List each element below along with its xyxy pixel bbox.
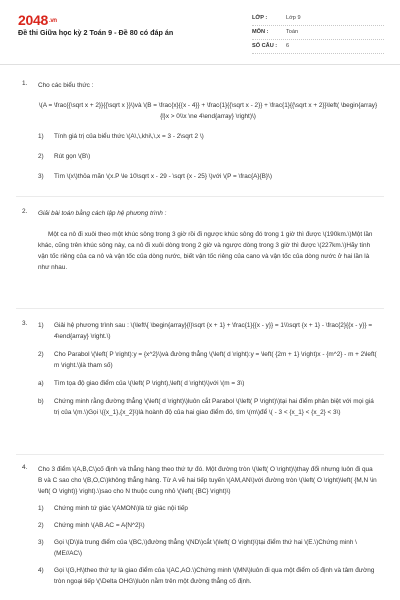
question-intro: Cho 3 điểm \(A,B,C\)cố định và thẳng hàng theo thứ tự đó. Một đường tròn \(\left( O \right)\)thay đổi nhưng luôn đi qua B và C sao cho \(B,O,C\)không thẳng hàng. Từ A vẽ hai tiếp tuyến \(AM,AN\)với đường tròn \(\left( O \right)\left( {M,N \in \left( O \right)} \right).\)sao cho N thuộc cung nhỏ \(\left( {BC} \right)\) (38, 466, 377, 495)
question-body (38, 320, 378, 418)
question-subpart (38, 378, 378, 389)
question-body (38, 80, 378, 182)
part-number: 2) (38, 351, 44, 358)
meta-label: SỐ CÂU : (252, 43, 278, 49)
question-part (38, 537, 378, 559)
part-text: Gọi \(G,H\)theo thứ tự là giao điểm của \(AC,AO.\)Chứng minh \(MN\)luôn đi qua một điểm cố định và tâm đường tròn ngoại tiếp \(\Delta OHG\)luôn nằm trên một đường thẳng cố định. (54, 567, 375, 585)
header-divider (0, 64, 400, 65)
part-text: Gọi \(D\)là trung điểm của \(BC,\)đường thẳng \(ND\)cắt \(\left( O \right)\)tại điểm thứ hai \(E.\)Chứng minh \(ME//AC\) (54, 539, 357, 557)
meta-label: LỚP : (252, 15, 268, 21)
part-number: 2) (38, 522, 44, 529)
meta-value: 6 (286, 43, 290, 49)
logo-suffix: .vn (48, 18, 57, 24)
part-number: 4) (38, 567, 44, 574)
section-divider (16, 308, 384, 309)
part-text: Giải hệ phương trình sau : \(\left\{ \begin{array}{l}\sqrt {x + 1} + \frac{1}{{x - y}} = 1\\\sqrt {x + 1} - \frac{2}{{x - y}} = 4\end{array} \right.\) (54, 322, 373, 340)
question-part (38, 503, 378, 514)
document-title: Đề thi Giữa học kỳ 2 Toán 9 - Đề 80 có đáp án (18, 28, 174, 37)
meta-row-subject (252, 26, 384, 40)
question-part (38, 565, 378, 587)
part-number: 1) (38, 322, 44, 329)
question-part (38, 320, 378, 342)
part-text: Chứng minh \(AB.AC = A{N^2}\) (54, 522, 145, 529)
part-text: Tính giá trị của biểu thức \(A\,\,khi\,\,x = 3 - 2\sqrt 2 \) (54, 133, 204, 140)
part-text: Rút gọn \(B\) (54, 153, 91, 160)
part-number: 3) (38, 173, 44, 180)
header (0, 0, 400, 72)
part-number: 1) (38, 505, 44, 512)
question-number: 2. (22, 208, 28, 215)
question-part (38, 151, 378, 162)
subpart-text: Tìm tọa độ giao điểm của \(\left( P \right),\left( d \right)\)với \(m = 3\) (54, 380, 245, 387)
meta-value: Toán (286, 29, 299, 35)
section-divider (16, 196, 384, 197)
section-divider (16, 454, 384, 455)
question-formula: \(A = \frac{{\sqrt x + 2}}{{\sqrt x }}\)và \(B = \frac{x}{{x - 4}} + \frac{1}{{\sqrt x - 2}} + \frac{1}{{\sqrt x + 2}}\left( \begin{array}{l}x > 0\\x \ne 4\end{array} \right)\) (38, 102, 378, 120)
question-part (38, 131, 378, 142)
meta-row-class (252, 12, 384, 26)
question-number: 1. (22, 80, 28, 87)
part-number: 1) (38, 133, 44, 140)
question-part (38, 349, 378, 371)
part-text: Tìm \(x\)thỏa mãn \(x.P \le 10\sqrt x - 29 - \sqrt {x - 25} \)với \(P = \frac{A}{B}\) (54, 173, 272, 180)
meta-label: MÔN : (252, 29, 269, 35)
question-body (38, 464, 378, 587)
question-paragraph: Một ca nô đi xuôi theo một khúc sông trong 3 giờ rồi đi ngược khúc sông đó trong 1 giờ thì được \(190km.\)Một lần khác, cũng trên khúc sông này, ca nô đi xuôi dòng trong 2 giờ và ngược dòng trong 3 giờ thì được \(227km.\)Hãy tính vận tốc riêng của ca nô và vận tốc của dòng nước, biết vận tốc riêng của cano và vận tốc của dòng nước ở hai lần là như nhau. (38, 231, 373, 271)
question-subpart (38, 396, 378, 418)
question-intro: Cho các biểu thức : (38, 82, 94, 89)
subpart-number: a) (38, 380, 44, 387)
part-text: Chứng minh tứ giác \(AMON\)là tứ giác nội tiếp (54, 505, 188, 512)
question-intro: Giải bài toán bằng cách lập hệ phương trình : (38, 210, 167, 217)
subpart-text: Chứng minh rằng đường thẳng \(\left( d \right)\)luôn cắt Parabol \(\left( P \right)\)tại hai điểm phân biệt với mọi giá trị của \(m.\)Gọi \({x_1},{x_2}\)là hoành độ của hai giao điểm đó, tìm \(m\)để \( - 3 < {x_1} < {x_2} < 3\) (54, 398, 374, 416)
site-logo[interactable] (18, 12, 57, 28)
question-body (38, 208, 378, 273)
subpart-number: b) (38, 398, 44, 405)
question-number: 3. (22, 320, 28, 327)
meta-row-count (252, 40, 384, 54)
logo-text: 2048 (18, 12, 48, 28)
meta-panel (252, 12, 384, 54)
question-number: 4. (22, 464, 28, 471)
question-part (38, 520, 378, 531)
meta-value: Lớp 9 (286, 15, 301, 21)
part-number: 3) (38, 539, 44, 546)
question-part (38, 171, 378, 182)
part-text: Cho Parabol \(\left( P \right):y = {x^2}\)và đường thẳng \(\left( d \right):y = \left( {2m + 1} \right)x - {m^2} - m + 2\left( m \right.\)là tham số) (54, 351, 377, 369)
part-number: 2) (38, 153, 44, 160)
